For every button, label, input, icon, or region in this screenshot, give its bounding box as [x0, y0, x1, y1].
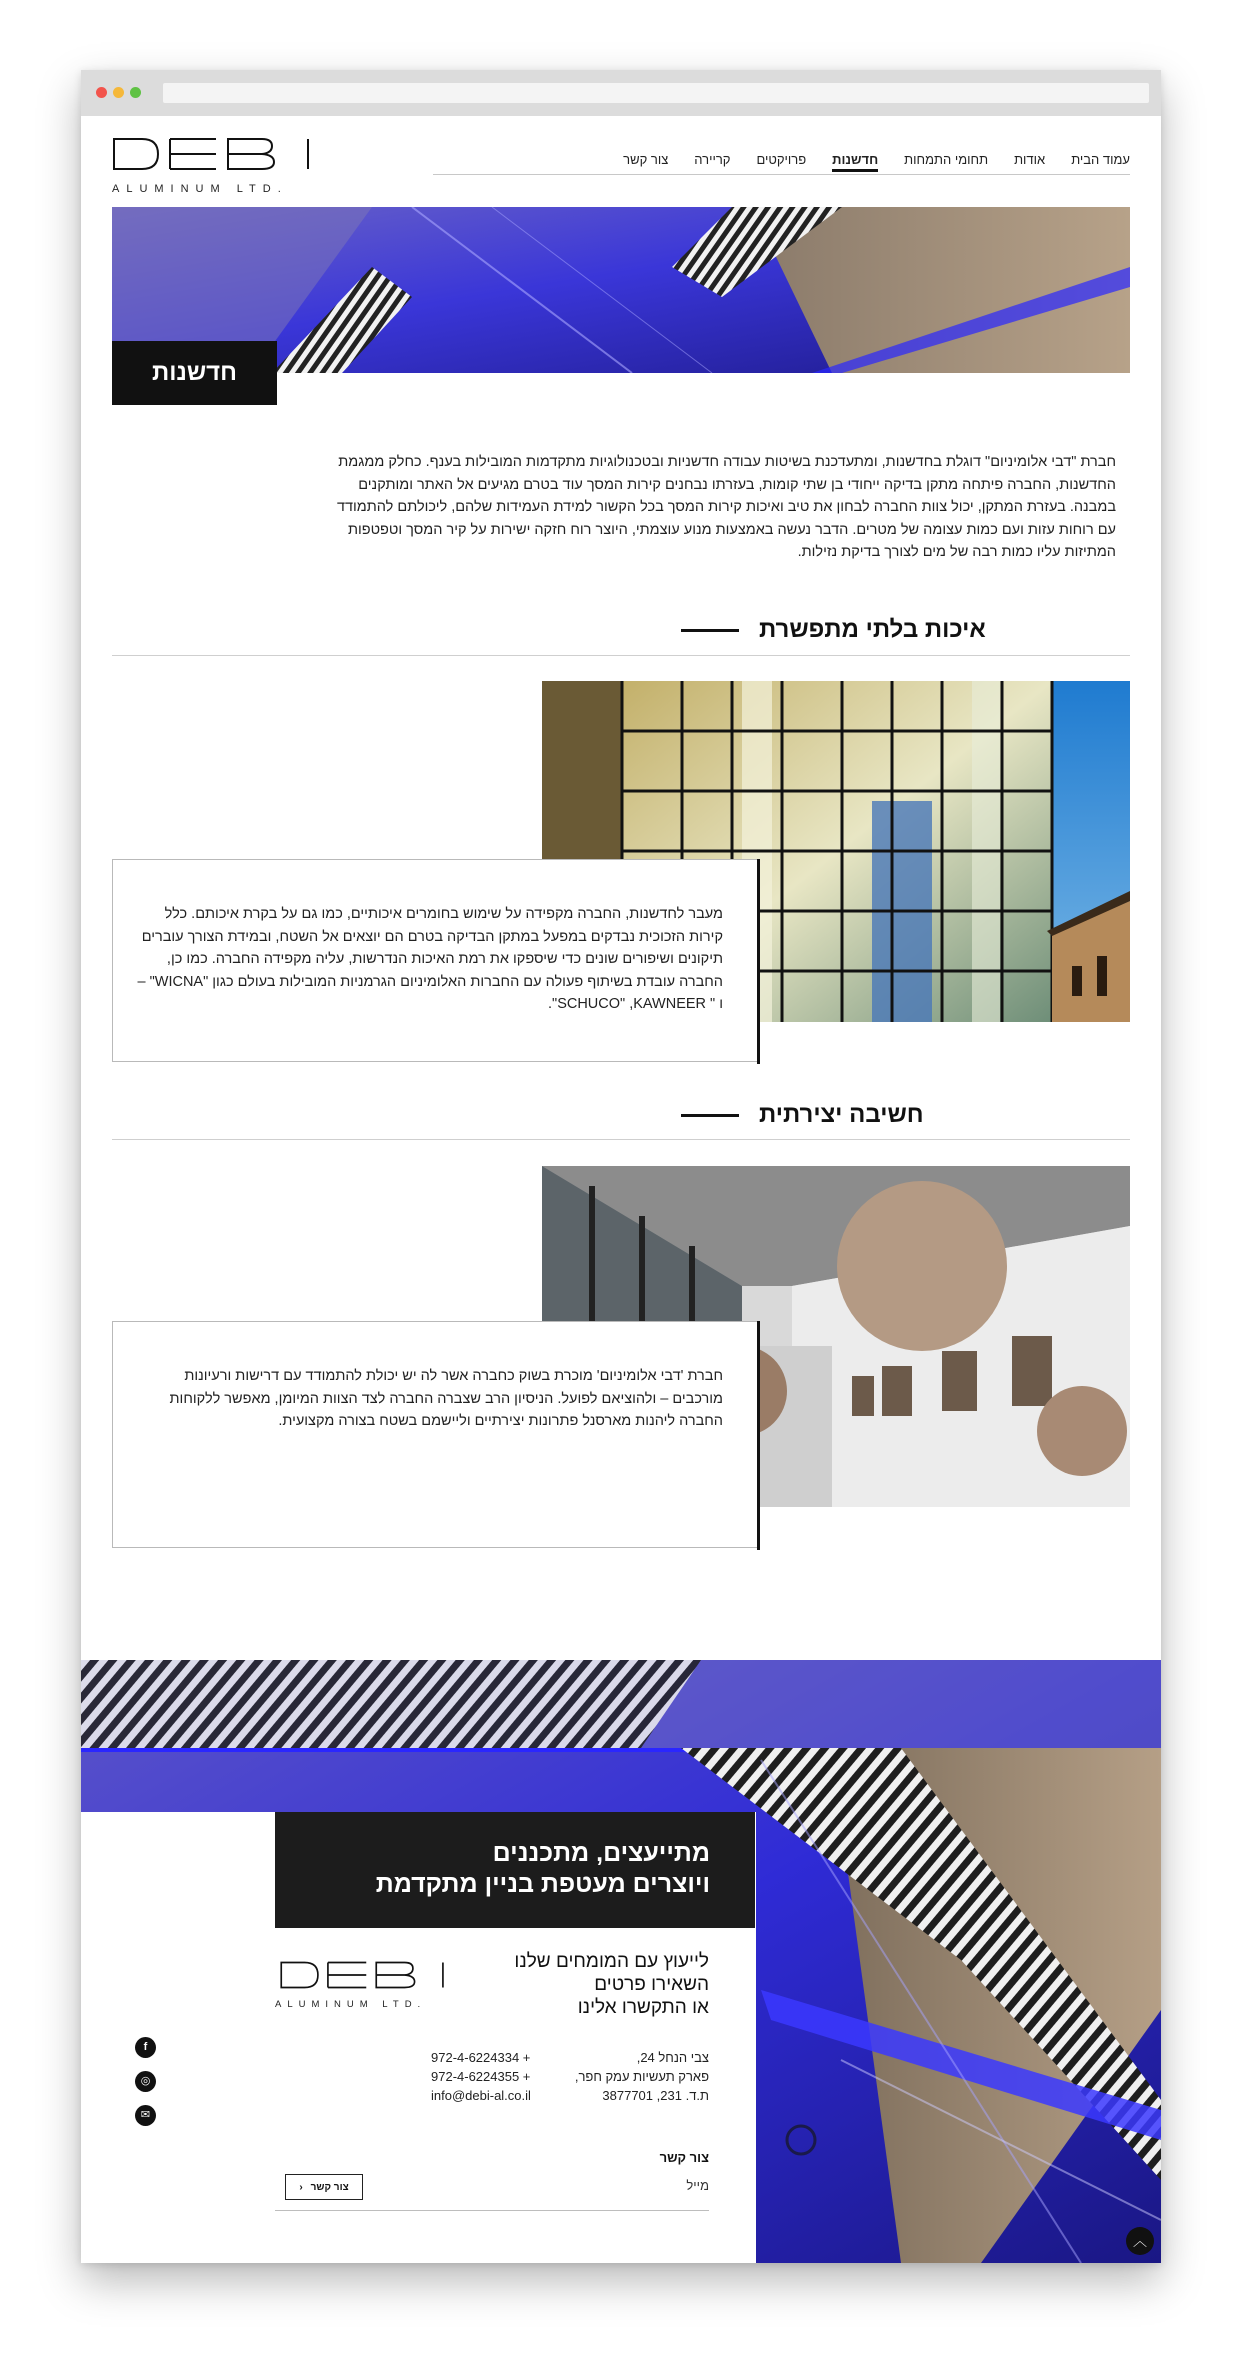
- browser-chrome: [81, 70, 1161, 116]
- phone-link[interactable]: 972-4-6224355 +: [431, 2069, 531, 2084]
- cta-line: השאירו פרטים: [594, 1974, 709, 1995]
- close-dot-icon[interactable]: [96, 87, 107, 98]
- phone-link[interactable]: 972-4-6224334 +: [431, 2050, 531, 2065]
- nav-item[interactable]: תחומי התמחות: [904, 152, 989, 167]
- footer-headline-line: ויוצרים מעטפת בניין מתקדמת: [375, 1870, 710, 1898]
- nav-item[interactable]: פרויקטים: [756, 152, 807, 167]
- form-underline: [275, 2210, 709, 2211]
- browser-window: [81, 70, 1161, 2263]
- heading-dash: [681, 1114, 739, 1117]
- page-title: חדשנות: [112, 341, 277, 405]
- logo-mark-icon: [112, 136, 317, 172]
- main-nav: [597, 152, 1130, 172]
- facebook-icon[interactable]: f: [135, 2037, 156, 2058]
- section-card-creative: [112, 1321, 758, 1548]
- footer-address: [561, 2048, 709, 2105]
- chevron-left-icon: ‹: [299, 2181, 303, 2193]
- nav-item[interactable]: אודות: [1014, 152, 1046, 167]
- email-field-label: מייל: [686, 2178, 709, 2193]
- heading-dash: [681, 629, 739, 632]
- contact-submit-button[interactable]: [285, 2174, 363, 2200]
- section-heading-quality: [681, 615, 1131, 645]
- address-line: פארק תעשיות עמק חפר,: [574, 2069, 709, 2084]
- section-paragraph: מעבר לחדשנות, החברה מקפידה על שימוש בחומרים איכותיים, כמו גם על בקרת איכותם. כלל קירות הזכוכית נבדקים במפעל במתקן הבדיקה בטרם הם יוצאים אל השטח, ובמידת הצורך עוברים תיקונים ושיפורים שונים כדי שיספקו את רמת האיכות הנדרשות, עליה מקפידה החברה. כמו כן, החברה עובדת בשיתוף פעולה עם החברות האלומיניום הגרמניות המובילות בעולם כגון "WICNA" – ו " SCHUCO" ,KAWNEER".: [137, 906, 723, 1012]
- logo-subtitle: ALUMINUM LTD.: [112, 183, 288, 195]
- cta-line: או התקשרו אלינו: [577, 1997, 709, 2018]
- footer-logo[interactable]: [275, 1960, 455, 2010]
- cta-line: לייעוץ עם המומחים שלנו: [514, 1951, 709, 1972]
- instagram-icon[interactable]: ◎: [135, 2071, 156, 2092]
- card-edge: [757, 859, 760, 1064]
- contact-form-title: צור קשר: [659, 2150, 709, 2165]
- nav-item[interactable]: צור קשר: [623, 152, 669, 167]
- footer-headline-box: [275, 1812, 755, 1928]
- email-link[interactable]: info@debi-al.co.il: [431, 2088, 531, 2103]
- logo-subtitle: ALUMINUM LTD.: [275, 1999, 427, 2010]
- nav-item[interactable]: עמוד הבית: [1071, 152, 1130, 167]
- nav-divider: [433, 174, 1130, 175]
- section-heading-creative: [681, 1100, 1131, 1130]
- section-divider: [112, 655, 1130, 656]
- logo-mark-icon: [275, 1960, 455, 1990]
- section-title: חשיבה יצירתית: [759, 1101, 924, 1128]
- section-title: איכות בלתי מתפשרת: [759, 616, 986, 643]
- section-card-quality: [112, 859, 758, 1062]
- maximize-dot-icon[interactable]: [130, 87, 141, 98]
- button-label: צור קשר: [310, 2181, 349, 2193]
- minimize-dot-icon[interactable]: [113, 87, 124, 98]
- nav-item[interactable]: קריירה: [694, 152, 731, 167]
- footer-headline-line: מתייעצים, מתכננים: [492, 1839, 710, 1867]
- footer-cta-text: [481, 1950, 709, 2019]
- nav-item[interactable]: חדשנות: [832, 152, 878, 172]
- section-divider: [112, 1139, 1130, 1140]
- chevron-up-icon[interactable]: ︿: [1126, 2227, 1154, 2255]
- address-bar[interactable]: [163, 83, 1149, 103]
- site-logo[interactable]: [112, 136, 317, 196]
- card-edge: [757, 1321, 760, 1550]
- intro-paragraph: חברת "דבי אלומיניום" דוגלת בחדשנות, ומתעדכנת בשיטות עבודה חדשניות ובטכנולוגיות מתקדמות המובילות בענף. כחלק ממגמת החדשנות, החברה פיתחה מתקן בדיקה ייחודי בן שתי קומות, בעזרתו נבחנים קירות המסך עוד בטרם מגיעים אל האתר ומותקנים במבנה. בעזרת המתקן, יכול צוות החברה לבחון את טיב ואיכות קירות המסך בכל הקשור למידת העמידות שלהם, ליכולתם להתמודד עם רוחות עזות ועם כמות עצומה של מטרים. הדבר נעשה באמצעות מנוע עוצמתי, היוצר רוח חזקה ישירות על קיר המסך וטפטפות המתיזות עליו כמות רבה של מים לצורך בדיקת נזילות.: [336, 454, 1116, 560]
- footer-contact: [431, 2048, 551, 2105]
- address-line: צבי הנחל 24,: [636, 2050, 709, 2065]
- section-paragraph: חברת 'דבי אלומיניום' מוכרת בשוק כחברה אשר לה יש יכולת להתמודד עם דרישות ורעיונות מורכבים – ולהוציאם לפועל. הניסיון הרב שצברה החברה לצד הצוות המיומן, מאפשר ללקוחות החברה ליהנות מארסנל פתרונות יצירתיים וליישמם בשטח בצורה מקצועית.: [169, 1368, 723, 1429]
- address-line: ת.ד. 231, 3877701: [602, 2088, 709, 2103]
- email-icon[interactable]: ✉: [135, 2105, 156, 2126]
